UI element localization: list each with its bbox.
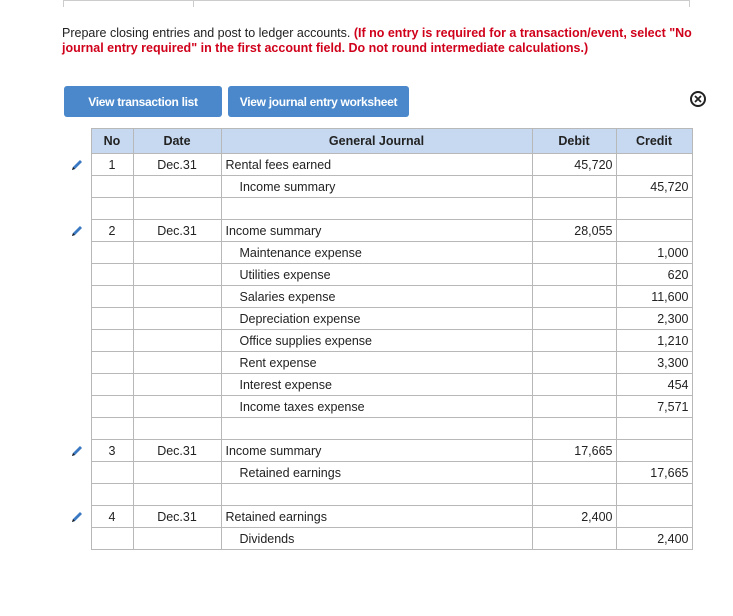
account-cell[interactable]: Interest expense [221, 374, 532, 396]
entry-date [133, 352, 221, 374]
credit-cell[interactable]: 7,571 [616, 396, 692, 418]
entry-no [91, 242, 133, 264]
credit-cell[interactable]: 620 [616, 264, 692, 286]
account-cell[interactable]: Income taxes expense [221, 396, 532, 418]
debit-cell[interactable]: 45,720 [532, 154, 616, 176]
journal-table [63, 128, 693, 550]
account-cell[interactable]: Income summary [221, 440, 532, 462]
account-cell[interactable]: Income summary [221, 176, 532, 198]
table-row-spacer [63, 418, 692, 440]
pencil-icon[interactable] [70, 509, 84, 523]
blank-cell[interactable] [616, 484, 692, 506]
header-no: No [91, 129, 133, 154]
entry-no [91, 308, 133, 330]
account-cell[interactable]: Retained earnings [221, 506, 532, 528]
entry-no [91, 528, 133, 550]
entry-date [133, 396, 221, 418]
blank-cell[interactable] [532, 198, 616, 220]
entry-date [133, 330, 221, 352]
entry-no [91, 176, 133, 198]
top-divider [63, 0, 690, 7]
credit-cell[interactable] [616, 220, 692, 242]
blank-cell[interactable] [532, 484, 616, 506]
edit-cell [63, 440, 91, 462]
entry-date: Dec.31 [133, 154, 221, 176]
edit-cell [63, 154, 91, 176]
entry-no [91, 286, 133, 308]
edit-cell [63, 418, 91, 440]
table-row [63, 330, 692, 352]
table-row [63, 506, 692, 528]
account-cell[interactable]: Salaries expense [221, 286, 532, 308]
table-row [63, 286, 692, 308]
table-row [63, 242, 692, 264]
account-cell[interactable]: Retained earnings [221, 462, 532, 484]
entry-date [133, 264, 221, 286]
entry-no [91, 374, 133, 396]
credit-cell[interactable]: 1,210 [616, 330, 692, 352]
debit-cell[interactable]: 28,055 [532, 220, 616, 242]
credit-cell[interactable]: 2,400 [616, 528, 692, 550]
edit-cell [63, 198, 91, 220]
edit-cell [63, 528, 91, 550]
table-row [63, 352, 692, 374]
edit-cell [63, 286, 91, 308]
header-date: Date [133, 129, 221, 154]
account-cell[interactable]: Rent expense [221, 352, 532, 374]
account-cell[interactable]: Utilities expense [221, 264, 532, 286]
blank-cell [133, 484, 221, 506]
debit-cell[interactable]: 2,400 [532, 506, 616, 528]
table-row [63, 264, 692, 286]
table-row [63, 154, 692, 176]
view-transaction-list-button[interactable]: View transaction list [64, 86, 222, 117]
debit-cell[interactable] [532, 352, 616, 374]
pencil-icon[interactable] [70, 223, 84, 237]
entry-date: Dec.31 [133, 220, 221, 242]
credit-cell[interactable]: 11,600 [616, 286, 692, 308]
table-row [63, 220, 692, 242]
table-row [63, 462, 692, 484]
entry-no [91, 462, 133, 484]
blank-cell [91, 484, 133, 506]
blank-cell[interactable] [532, 418, 616, 440]
instructions-note: (If no entry is required for a transaction/event, select "No journal entry required" in the first account field. Do not round intermediate calculations.) [62, 26, 692, 55]
instructions-text: Prepare closing entries and post to ledger accounts. [62, 26, 354, 40]
blank-cell[interactable] [221, 484, 532, 506]
edit-cell [63, 462, 91, 484]
view-journal-worksheet-button[interactable]: View journal entry worksheet [228, 86, 409, 117]
blank-cell[interactable] [221, 418, 532, 440]
credit-cell[interactable]: 1,000 [616, 242, 692, 264]
credit-cell[interactable] [616, 154, 692, 176]
edit-cell [63, 352, 91, 374]
table-row [63, 374, 692, 396]
table-row [63, 396, 692, 418]
entry-no [91, 352, 133, 374]
account-cell[interactable]: Maintenance expense [221, 242, 532, 264]
account-cell[interactable]: Office supplies expense [221, 330, 532, 352]
entry-no: 1 [91, 154, 133, 176]
edit-cell [63, 264, 91, 286]
entry-date [133, 528, 221, 550]
blank-cell [91, 198, 133, 220]
debit-cell[interactable] [532, 462, 616, 484]
edit-cell [63, 330, 91, 352]
table-row [63, 528, 692, 550]
credit-cell[interactable]: 454 [616, 374, 692, 396]
table-row [63, 308, 692, 330]
edit-cell [63, 506, 91, 528]
entry-date [133, 176, 221, 198]
blank-cell[interactable] [221, 198, 532, 220]
entry-date [133, 374, 221, 396]
account-cell[interactable]: Rental fees earned [221, 154, 532, 176]
entry-date [133, 308, 221, 330]
credit-cell[interactable]: 2,300 [616, 308, 692, 330]
credit-cell[interactable]: 17,665 [616, 462, 692, 484]
edit-cell [63, 396, 91, 418]
credit-cell[interactable]: 45,720 [616, 176, 692, 198]
pencil-icon[interactable] [70, 157, 84, 171]
blank-cell [91, 418, 133, 440]
debit-cell[interactable] [532, 528, 616, 550]
pencil-icon[interactable] [70, 443, 84, 457]
blank-cell [133, 418, 221, 440]
entry-no: 4 [91, 506, 133, 528]
entry-date: Dec.31 [133, 506, 221, 528]
credit-cell[interactable] [616, 440, 692, 462]
edit-cell [63, 220, 91, 242]
edit-cell [63, 374, 91, 396]
entry-date [133, 242, 221, 264]
header-credit: Credit [616, 129, 692, 154]
debit-cell[interactable] [532, 330, 616, 352]
table-header-row [63, 129, 692, 154]
debit-cell[interactable] [532, 176, 616, 198]
account-cell[interactable]: Depreciation expense [221, 308, 532, 330]
table-row-spacer [63, 484, 692, 506]
credit-cell[interactable]: 3,300 [616, 352, 692, 374]
entry-no: 2 [91, 220, 133, 242]
close-icon[interactable] [690, 91, 706, 107]
edit-cell [63, 308, 91, 330]
header-debit: Debit [532, 129, 616, 154]
debit-cell[interactable]: 17,665 [532, 440, 616, 462]
entry-date: Dec.31 [133, 440, 221, 462]
edit-cell [63, 176, 91, 198]
edit-cell [63, 484, 91, 506]
credit-cell[interactable] [616, 506, 692, 528]
table-row [63, 440, 692, 462]
blank-cell[interactable] [616, 198, 692, 220]
entry-no [91, 264, 133, 286]
debit-cell[interactable] [532, 242, 616, 264]
account-cell[interactable]: Dividends [221, 528, 532, 550]
entry-date [133, 462, 221, 484]
debit-cell[interactable] [532, 396, 616, 418]
entry-date [133, 286, 221, 308]
header-journal: General Journal [221, 129, 532, 154]
blank-cell[interactable] [616, 418, 692, 440]
blank-cell [133, 198, 221, 220]
debit-cell[interactable] [532, 308, 616, 330]
entry-no [91, 396, 133, 418]
instructions [62, 26, 702, 56]
debit-cell[interactable] [532, 374, 616, 396]
debit-cell[interactable] [532, 286, 616, 308]
table-row [63, 176, 692, 198]
header-spacer [63, 129, 91, 154]
entry-no: 3 [91, 440, 133, 462]
edit-cell [63, 242, 91, 264]
debit-cell[interactable] [532, 264, 616, 286]
table-row-spacer [63, 198, 692, 220]
entry-no [91, 330, 133, 352]
account-cell[interactable]: Income summary [221, 220, 532, 242]
